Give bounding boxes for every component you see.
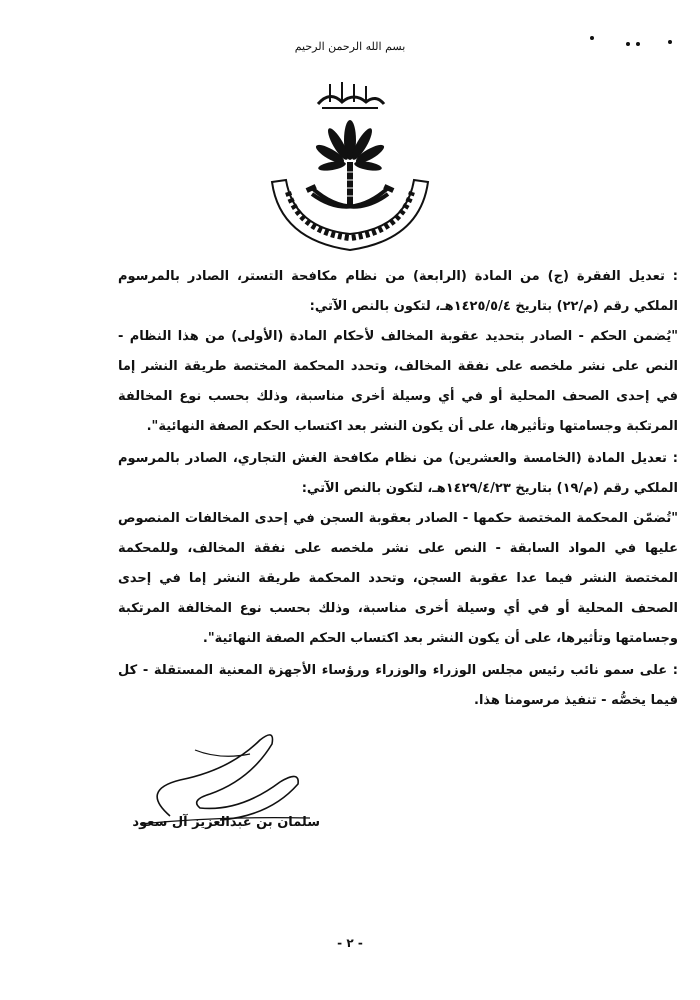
clause-text: : على سمو نائب رئيس مجلس الوزراء والوزراء ورؤساء الأجهزة المعنية المستقلة - كل فيما يخصُّه - تنفيذ مرسومنا هذا. [118, 663, 678, 708]
saudi-emblem [250, 72, 450, 262]
basmala: بسم الله الرحمن الرحيم [294, 40, 406, 53]
clause-intro: : تعديل المادة (الخامسة والعشرين) من نظام مكافحة الغش التجاري، الصادر بالمرسوم الملكي رقم (م/١٩) بتاريخ ١٤٢٩/٤/٢٣هـ، لتكون بالنص الآتي: [118, 451, 678, 496]
clause-quoted-text: "تُضمّن المحكمة المختصة حكمها - الصادر بعقوبة السجن في إحدى المخالفات المنصوص عليها في المواد السابقة - النص على نشر ملخصه على نفقة المخالف، وللمحكمة المختصة النشر فيما عدا عقوبة السجن، وتحدد المحكمة طريقة النشر إما في إحدى الصحف المحلية أو في أي وسيلة أخرى مناسبة، وذلك بحسب نوع المخالفة المرتكبة وجسامتها وتأثيرها، على أن يكون النشر بعد اكتساب الحكم الصفة النهائية". [118, 511, 678, 646]
clause-quoted-text: "يُضمن الحكم - الصادر بتحديد عقوبة المخالف لأحكام المادة (الأولى) من هذا النظام - النص على نشر ملخصه على نفقة المخالف، وتحدد المحكمة المختصة طريقة النشر إما في إحدى الصحف المحلية أو في أي وسيلة أخرى مناسبة، وذلك بحسب نوع المخالفة المرتكبة وجسامتها وتأثيرها، على أن يكون النشر بعد اكتساب الحكم الصفة النهائية". [118, 329, 678, 434]
page-number: - ٢ - [337, 936, 363, 950]
signatory-name: سلمان بن عبدالعزيز آل سعود [132, 815, 320, 830]
clause-intro: : تعديل الفقرة (ج) من المادة (الرابعة) من نظام مكافحة التستر، الصادر بالمرسوم الملكي رقم (م/٢٢) بتاريخ ١٤٢٥/٥/٤هـ، لتكون بالنص الآتي: [118, 269, 678, 314]
palm-and-swords-icon [250, 72, 450, 262]
clause-second [118, 262, 678, 442]
decree-body [118, 262, 678, 718]
clause-third [118, 444, 678, 654]
clause-fourth [118, 656, 678, 716]
